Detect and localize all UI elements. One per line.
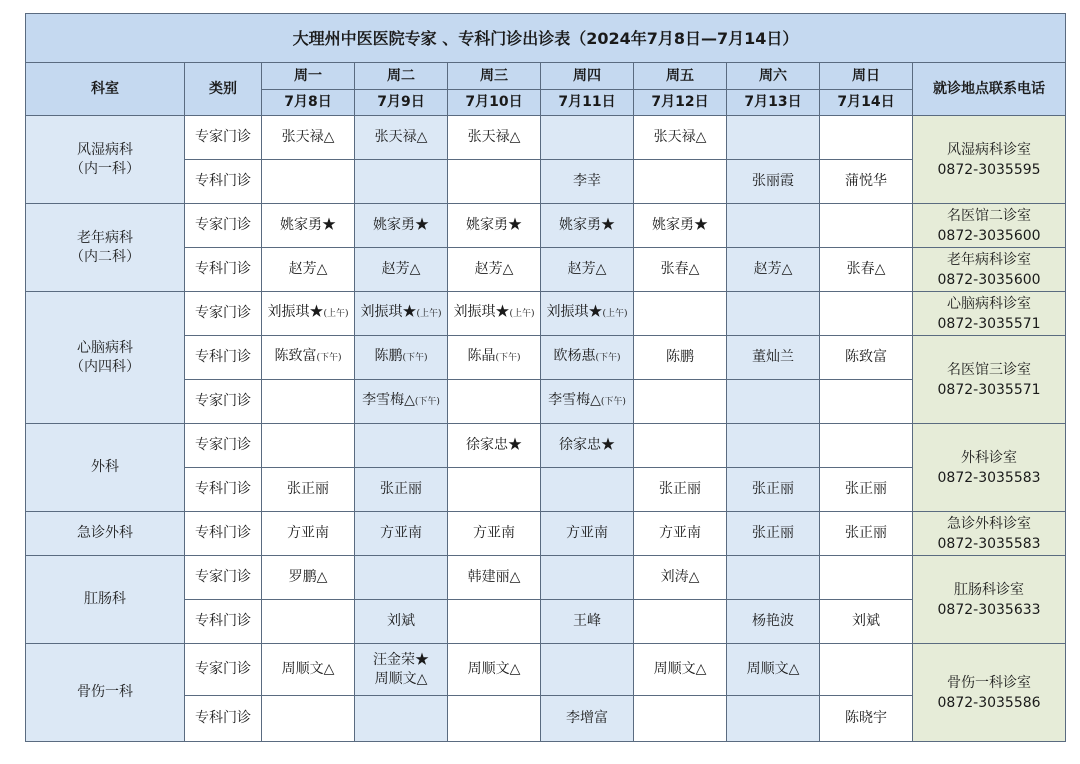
schedule-cell	[727, 336, 820, 380]
schedule-cell	[355, 512, 448, 556]
schedule-cell	[634, 468, 727, 512]
session-note: (下午)	[414, 397, 440, 407]
table-row	[26, 512, 1066, 556]
doctor-name: 赵芳△	[753, 261, 793, 277]
doctor-name: 周顺文△	[653, 661, 707, 677]
schedule-cell	[727, 380, 820, 424]
department-name	[26, 116, 185, 204]
location-contact	[913, 336, 1066, 424]
doctor-name: 方亚南	[659, 525, 701, 541]
schedule-cell	[262, 380, 355, 424]
session-note: (下午)	[316, 353, 342, 363]
schedule-sheet	[25, 13, 1065, 742]
phone-number: 0872-3035595	[937, 161, 1041, 178]
session-note: (上午)	[602, 309, 628, 319]
doctor-name: 蒲悦华	[845, 173, 887, 189]
doctor-name: 张丽霞	[752, 173, 794, 189]
schedule-cell	[355, 600, 448, 644]
department-title: 老年病科	[77, 229, 133, 246]
clinic-category: 专家门诊	[185, 644, 262, 696]
date-header: 7月11日	[541, 90, 634, 116]
doctor-name: 张天禄△	[653, 129, 707, 145]
day-header: 周一	[262, 63, 355, 90]
schedule-cell	[448, 160, 541, 204]
doctor-name: 姚家勇★	[466, 217, 522, 233]
doctor-name: 陈致富	[274, 348, 317, 364]
department-title: 骨伤一科	[77, 684, 133, 700]
schedule-cell	[262, 116, 355, 160]
schedule-cell	[541, 644, 634, 696]
clinic-category: 专家门诊	[185, 380, 262, 424]
schedule-cell	[355, 116, 448, 160]
schedule-cell	[820, 696, 913, 742]
schedule-cell	[355, 160, 448, 204]
schedule-cell	[262, 468, 355, 512]
schedule-cell	[541, 424, 634, 468]
doctor-name: 赵芳△	[288, 261, 328, 277]
phone-number: 0872-3035600	[937, 271, 1041, 288]
doctor-name: 姚家勇★	[559, 217, 615, 233]
doctor-name: 方亚南	[380, 525, 422, 541]
schedule-cell	[727, 556, 820, 600]
schedule-cell	[262, 424, 355, 468]
department-subtitle: （内四科）	[70, 358, 140, 375]
schedule-cell	[262, 600, 355, 644]
clinic-category: 专家门诊	[185, 116, 262, 160]
session-note: (上午)	[416, 309, 442, 319]
doctor-name: 欧杨惠	[553, 348, 596, 364]
schedule-cell	[262, 160, 355, 204]
schedule-cell	[541, 292, 634, 336]
doctor-name: 赵芳△	[567, 261, 607, 277]
schedule-cell	[634, 204, 727, 248]
clinic-room: 外科诊室	[961, 449, 1018, 466]
doctor-name: 张天禄△	[467, 129, 521, 145]
schedule-cell	[355, 644, 448, 696]
session-note: (下午)	[600, 397, 626, 407]
schedule-cell	[727, 600, 820, 644]
session-note: (下午)	[402, 353, 428, 363]
schedule-cell	[448, 468, 541, 512]
session-note: (下午)	[495, 353, 521, 363]
schedule-cell	[262, 204, 355, 248]
schedule-cell	[541, 336, 634, 380]
schedule-cell	[355, 380, 448, 424]
doctor-name: 姚家勇★	[652, 217, 708, 233]
doctor-name: 张春△	[660, 261, 700, 277]
dept-header: 科室	[26, 63, 185, 116]
phone-number: 0872-3035571	[937, 381, 1041, 398]
doctor-name: 周顺文△	[746, 661, 800, 677]
day-header: 周五	[634, 63, 727, 90]
schedule-cell	[727, 160, 820, 204]
day-header: 周日	[820, 63, 913, 90]
day-header: 周六	[727, 63, 820, 90]
schedule-cell	[820, 600, 913, 644]
doctor-name: 陈鹏	[666, 349, 694, 365]
schedule-cell	[727, 248, 820, 292]
doctor-name: 方亚南	[473, 525, 515, 541]
schedule-cell	[541, 468, 634, 512]
schedule-cell	[634, 556, 727, 600]
schedule-cell	[634, 512, 727, 556]
table-row	[26, 556, 1066, 600]
schedule-cell	[820, 380, 913, 424]
schedule-cell	[820, 116, 913, 160]
schedule-cell	[820, 512, 913, 556]
doctor-name: 李增富	[566, 710, 608, 726]
schedule-cell	[820, 644, 913, 696]
doctor-name: 刘振琪★	[267, 304, 324, 320]
doctor-name: 张正丽	[287, 481, 329, 497]
department-name	[26, 644, 185, 742]
schedule-cell	[355, 468, 448, 512]
doctor-name: 周顺文△	[467, 661, 521, 677]
doctor-name: 徐家忠★	[559, 437, 615, 453]
doctor-name: 赵芳△	[474, 261, 514, 277]
department-title: 急诊外科	[77, 525, 133, 541]
doctor-name: 李雪梅△	[548, 392, 601, 408]
department-subtitle: （内一科）	[70, 160, 140, 177]
department-name	[26, 424, 185, 512]
schedule-cell	[541, 204, 634, 248]
table-row	[26, 116, 1066, 160]
clinic-room: 风湿病科诊室	[947, 141, 1032, 158]
date-header: 7月9日	[355, 90, 448, 116]
schedule-cell	[820, 292, 913, 336]
location-header: 就诊地点联系电话	[913, 63, 1066, 116]
category-header: 类别	[185, 63, 262, 116]
schedule-cell	[541, 248, 634, 292]
schedule-cell	[262, 556, 355, 600]
table-row	[26, 424, 1066, 468]
schedule-cell	[262, 644, 355, 696]
schedule-cell	[262, 512, 355, 556]
day-header: 周四	[541, 63, 634, 90]
clinic-room: 急诊外科诊室	[947, 515, 1032, 532]
doctor-name: 周顺文△	[281, 661, 335, 677]
schedule-cell	[820, 204, 913, 248]
doctor-name: 刘斌	[852, 613, 880, 629]
doctor-name: 刘振琪★	[360, 304, 417, 320]
schedule-cell	[448, 204, 541, 248]
doctor-name: 李幸	[573, 173, 601, 189]
doctor-name: 周顺文△	[374, 670, 428, 687]
schedule-cell	[355, 248, 448, 292]
department-name	[26, 292, 185, 424]
clinic-category: 专家门诊	[185, 556, 262, 600]
department-name	[26, 204, 185, 292]
session-note: (上午)	[323, 309, 349, 319]
doctor-name: 陈晶	[467, 348, 496, 364]
doctor-name: 张春△	[846, 261, 886, 277]
schedule-cell	[820, 556, 913, 600]
day-header: 周三	[448, 63, 541, 90]
schedule-body	[26, 116, 1066, 742]
doctor-name: 张天禄△	[281, 129, 335, 145]
schedule-cell	[355, 424, 448, 468]
session-note: (下午)	[595, 353, 621, 363]
schedule-cell	[262, 696, 355, 742]
schedule-cell	[727, 644, 820, 696]
page-title: 大理州中医医院专家 、专科门诊出诊表（2024年7月8日—7月14日）	[26, 14, 1066, 63]
table-row	[26, 292, 1066, 336]
schedule-cell	[727, 696, 820, 742]
clinic-room: 老年病科诊室	[947, 251, 1032, 268]
location-contact	[913, 556, 1066, 644]
schedule-cell	[820, 468, 913, 512]
date-header: 7月8日	[262, 90, 355, 116]
schedule-cell	[727, 512, 820, 556]
doctor-name: 赵芳△	[381, 261, 421, 277]
doctor-name: 韩建丽△	[467, 569, 521, 585]
phone-number: 0872-3035571	[937, 315, 1041, 332]
date-header: 7月10日	[448, 90, 541, 116]
department-title: 肛肠科	[84, 591, 126, 607]
doctor-name: 汪金荣★	[373, 651, 429, 668]
schedule-cell	[541, 512, 634, 556]
doctor-name: 刘振琪★	[453, 304, 510, 320]
clinic-room: 名医馆二诊室	[947, 207, 1032, 224]
date-header: 7月13日	[727, 90, 820, 116]
schedule-cell	[262, 248, 355, 292]
doctor-name: 陈致富	[845, 349, 887, 365]
doctor-name: 方亚南	[287, 525, 329, 541]
doctor-name: 刘涛△	[660, 569, 700, 585]
schedule-table	[25, 13, 1066, 742]
schedule-cell	[820, 336, 913, 380]
schedule-cell	[541, 160, 634, 204]
location-contact	[913, 292, 1066, 336]
phone-number: 0872-3035583	[937, 469, 1041, 486]
schedule-cell	[448, 292, 541, 336]
doctor-name: 陈晓宇	[845, 710, 887, 726]
clinic-category: 专家门诊	[185, 292, 262, 336]
schedule-cell	[634, 380, 727, 424]
clinic-category: 专科门诊	[185, 696, 262, 742]
department-title: 外科	[91, 459, 119, 475]
location-contact	[913, 424, 1066, 512]
clinic-room: 骨伤一科诊室	[947, 674, 1032, 691]
schedule-cell	[448, 380, 541, 424]
day-header: 周二	[355, 63, 448, 90]
schedule-cell	[820, 160, 913, 204]
clinic-category: 专家门诊	[185, 424, 262, 468]
clinic-category: 专科门诊	[185, 468, 262, 512]
doctor-name: 刘振琪★	[546, 304, 603, 320]
doctor-name: 李雪梅△	[362, 392, 415, 408]
schedule-cell	[448, 556, 541, 600]
doctor-name: 姚家勇★	[280, 217, 336, 233]
doctor-name: 张正丽	[752, 481, 794, 497]
schedule-cell	[355, 292, 448, 336]
date-header: 7月12日	[634, 90, 727, 116]
doctor-name: 张正丽	[659, 481, 701, 497]
department-name	[26, 512, 185, 556]
department-subtitle: （内二科）	[70, 248, 140, 265]
schedule-cell	[727, 424, 820, 468]
location-contact	[913, 512, 1066, 556]
clinic-category: 专科门诊	[185, 248, 262, 292]
clinic-category: 专科门诊	[185, 336, 262, 380]
schedule-cell	[541, 116, 634, 160]
doctor-name: 徐家忠★	[466, 437, 522, 453]
doctor-name: 姚家勇★	[373, 217, 429, 233]
location-contact	[913, 116, 1066, 204]
schedule-cell	[355, 336, 448, 380]
doctor-name: 张正丽	[845, 481, 887, 497]
schedule-cell	[355, 556, 448, 600]
schedule-cell	[820, 248, 913, 292]
doctor-name: 张天禄△	[374, 129, 428, 145]
doctor-name: 董灿兰	[752, 349, 794, 365]
clinic-room: 心脑病科诊室	[947, 295, 1032, 312]
schedule-cell	[634, 160, 727, 204]
table-row	[26, 204, 1066, 248]
clinic-room: 名医馆三诊室	[947, 361, 1032, 378]
schedule-cell	[541, 380, 634, 424]
schedule-cell	[262, 292, 355, 336]
doctor-name: 陈鹏	[374, 348, 403, 364]
schedule-cell	[634, 248, 727, 292]
doctor-name: 张正丽	[752, 525, 794, 541]
schedule-cell	[448, 512, 541, 556]
schedule-cell	[634, 644, 727, 696]
schedule-cell	[448, 424, 541, 468]
clinic-room: 肛肠科诊室	[954, 581, 1025, 598]
doctor-name: 张正丽	[845, 525, 887, 541]
schedule-cell	[634, 600, 727, 644]
schedule-cell	[355, 696, 448, 742]
schedule-cell	[634, 116, 727, 160]
schedule-cell	[634, 336, 727, 380]
doctor-name: 刘斌	[387, 613, 415, 629]
clinic-category: 专科门诊	[185, 512, 262, 556]
department-title: 心脑病科	[77, 339, 133, 356]
date-header: 7月14日	[820, 90, 913, 116]
clinic-category: 专科门诊	[185, 600, 262, 644]
schedule-cell	[448, 248, 541, 292]
phone-number: 0872-3035600	[937, 227, 1041, 244]
schedule-cell	[634, 696, 727, 742]
location-contact	[913, 644, 1066, 742]
schedule-cell	[355, 204, 448, 248]
doctor-name: 方亚南	[566, 525, 608, 541]
table-row	[26, 644, 1066, 696]
doctor-name: 杨艳波	[752, 613, 794, 629]
schedule-cell	[448, 696, 541, 742]
schedule-cell	[541, 696, 634, 742]
location-contact	[913, 248, 1066, 292]
schedule-cell	[448, 336, 541, 380]
schedule-cell	[448, 644, 541, 696]
schedule-cell	[541, 600, 634, 644]
schedule-cell	[541, 556, 634, 600]
schedule-cell	[727, 292, 820, 336]
clinic-category: 专科门诊	[185, 160, 262, 204]
schedule-cell	[727, 468, 820, 512]
schedule-cell	[634, 292, 727, 336]
location-contact	[913, 204, 1066, 248]
schedule-cell	[727, 204, 820, 248]
schedule-cell	[727, 116, 820, 160]
department-title: 风湿病科	[77, 141, 133, 158]
doctor-name: 罗鹏△	[288, 569, 328, 585]
department-name	[26, 556, 185, 644]
phone-number: 0872-3035583	[937, 535, 1041, 552]
schedule-cell	[448, 600, 541, 644]
doctor-name: 张正丽	[380, 481, 422, 497]
phone-number: 0872-3035586	[937, 694, 1041, 711]
schedule-cell	[262, 336, 355, 380]
doctor-name: 王峰	[573, 613, 601, 629]
clinic-category: 专家门诊	[185, 204, 262, 248]
phone-number: 0872-3035633	[937, 601, 1041, 618]
session-note: (上午)	[509, 309, 535, 319]
schedule-cell	[634, 424, 727, 468]
schedule-cell	[448, 116, 541, 160]
schedule-cell	[820, 424, 913, 468]
